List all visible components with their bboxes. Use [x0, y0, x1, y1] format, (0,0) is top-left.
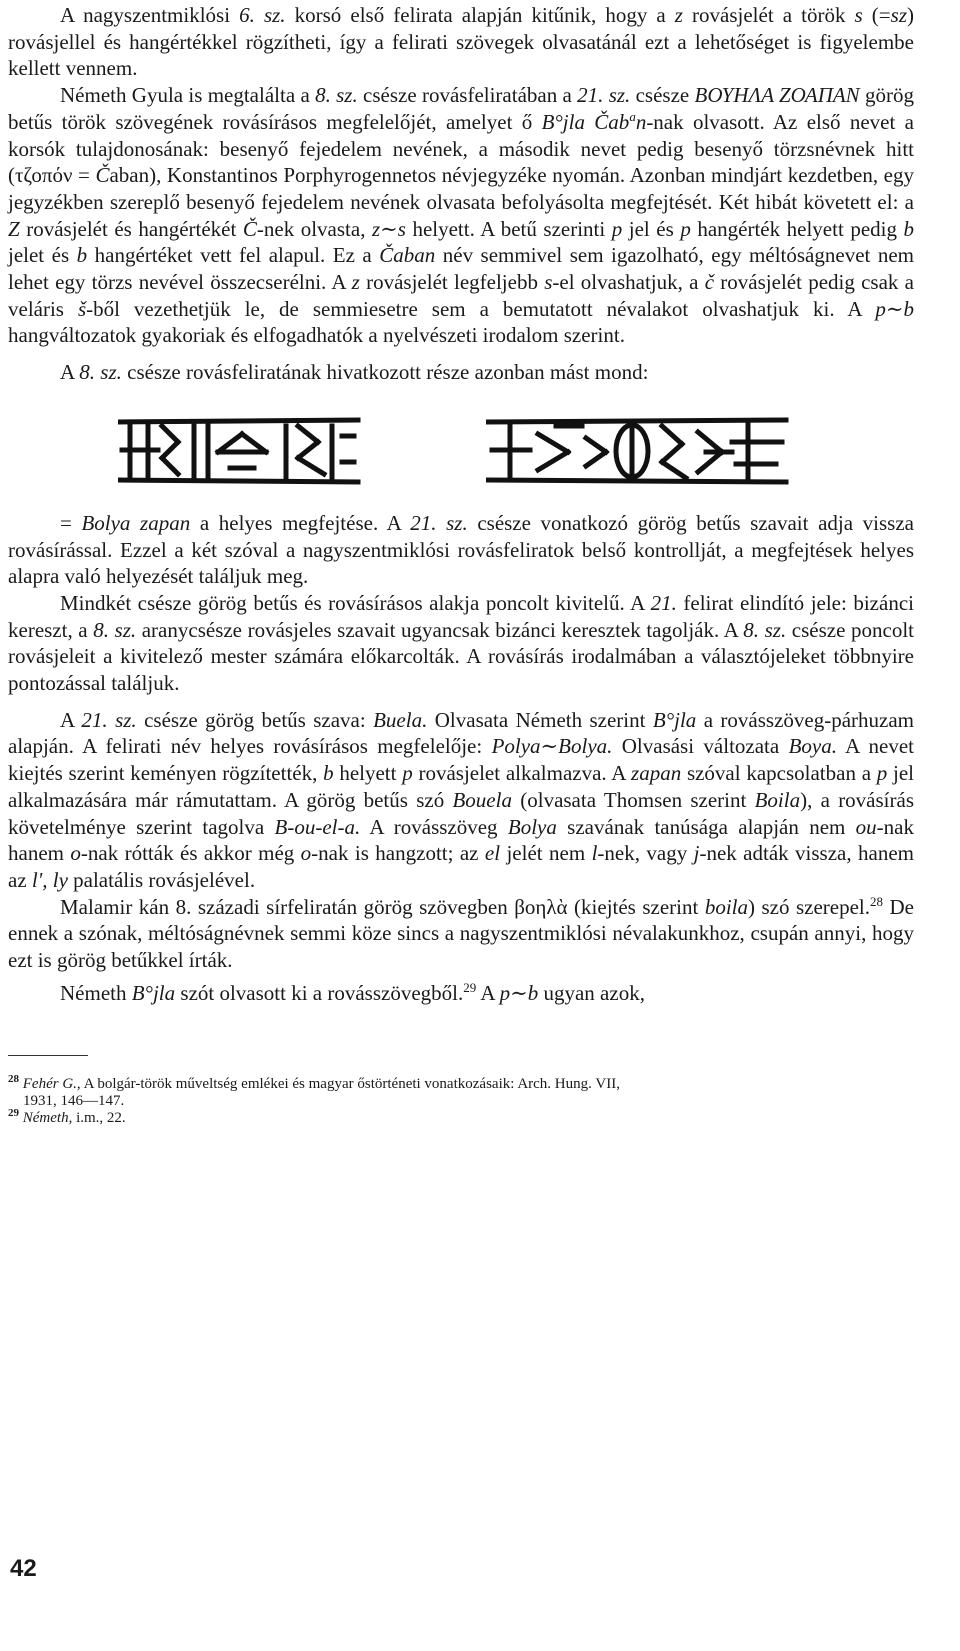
rovas-inscription-left-icon	[118, 412, 368, 490]
paragraph-2: Németh Gyula is megtalálta a 8. sz. csésze rovásfeliratában a 21. sz. csésze ΒΟΥΗΛΑ ΖΟΑΠΑΝ görög betűs török szövegének rovásírásos megfelelőjét, amelyet ő B°jla Čab$^a$n-nak olvasott. Az első nevet a korsók tulajdonosának: besenyő fejedelem nevének, a második nevet pedig besenyő törzsnévnek hitt (τζοπόν = Čaban), Konstantinos Porphyrogennetos névjegyzéke nyomán. Azonban mindjárt kezdetben, egy jegyzékben szereplő besenyő fejedelem nevének olvasata befolyásolta megfejtését. Két hibát követett el: a Z rovásjelét és hangértékét Č-nek olvasta, z∼s helyett. A betű szerinti p jel és p hangérték helyett pedig b jelet és b hangértéket vett fel alapul. Ez a Čaban név semmivel sem igazolható, egy méltóságnevet nem lehet egy törzs nevével összecserélni. A z rovásjelét legfeljebb s-el olvashatjuk, a č rovásjelét pedig csak a veláris š-ből vezethetjük le, de semmiesetre sem a bemutatott névalakot olvashatjuk ki. A p∼b hangváltozatok gyakoriak és elfogadhatók a nyelvészeti irodalom szerint.	[8, 83, 915, 348]
paragraph-8: Németh B°jla szót olvasott ki a rovásszövegből.$^{29}$ A p∼b ugyan azok,	[60, 979, 645, 1005]
paragraph-3: A 8. sz. csésze rovásfeliratának hivatkozott része azonban mást mond:	[60, 360, 649, 385]
paragraph-6: A 21. sz. csésze görög betűs szava: Buela. Olvasata Németh szerint B°jla a rovásszöveg-párhuzam alapján. A felirati név helyes rovásírásos megfelelője: Polya∼Bolya. Olvasási változata Boya. A nevet kiejtés szerint keményen rögzítették, b helyett p rovásjelet alkalmazva. A zapan szóval kapcsolatban a p jel alkalmazására már rámutattam. A görög betűs szó Bouela (olvasata Thomsen szerint Boila), a rovásírás követelménye szerint tagolva B-ou-el-a. A rovásszöveg Bolya szavának tanúsága alapján nem ou-nak hanem o-nak rótták és akkor még o-nak is hangzott; az el jelét nem l-nek, vagy j-nek adták vissza, hanem az l', ly palatális rovásjelével.	[8, 707, 915, 892]
rune-figure	[8, 412, 914, 496]
rovas-inscription-right-icon	[486, 412, 796, 490]
footnote-29-mark: 29	[8, 1106, 19, 1119]
paragraph-1: A nagyszentmiklósi 6. sz. korsó első felirata alapján kitűnik, hogy a z rovásjelét a török s (=sz) rovásjellel és hangértékkel rögzítheti, így a felirati szövegek olvasatánál ezt a lehetőséget is figyelembe kellett vennem.	[8, 3, 914, 81]
paragraph-5: Mindkét csésze görög betűs és rovásírásos alakja poncolt kivitelű. A 21. felirat elindító jele: bizánci kereszt, a 8. sz. aranycsésze rovásjeles szavait ugyancsak bizánci keresztek tagolják. A 8. sz. csésze poncolt rovásjeleit a kivitelező mester számára előkarcolták. A rovásírás irodalmában a választójeleket többnyire pontozással találjuk.	[8, 590, 914, 696]
paragraph-7: Malamir kán 8. századi sírfeliratán görög szövegben βοηλὰ (kiejtés szerint boila) szó szerepel.$^{28}$ De ennek a szónak, méltóságnévnek semmi köze sincs a nagyszentmiklósi névalakunkhoz, csupán annyi, hogy ezt is görög betűkkel írták.	[8, 893, 914, 973]
footnote-divider	[8, 1055, 88, 1056]
paragraph-4: = Bolya zapan a helyes megfejtése. A 21. sz. csésze vonatkozó görög betűs szavait adja vissza rovásírással. Ezzel a két szóval a nagyszentmiklósi rovásfeliratok belső kontrollját, a megfejtések helyes alapra való helyezését találjuk meg.	[8, 510, 914, 589]
footnote-29: $^{29}$ Németh, i.m., 22.	[8, 1106, 126, 1126]
footnote-28: $^{28}$ Fehér G., A bolgár-török műveltség emlékei és magyar őstörténeti vonatkozásaik: Arch. Hung. VII, 1931, 146—147.	[8, 1072, 620, 1109]
document-page	[8, 0, 914, 1127]
page-number: 42	[10, 1555, 37, 1582]
footnote-28-mark: 28	[8, 1072, 19, 1085]
